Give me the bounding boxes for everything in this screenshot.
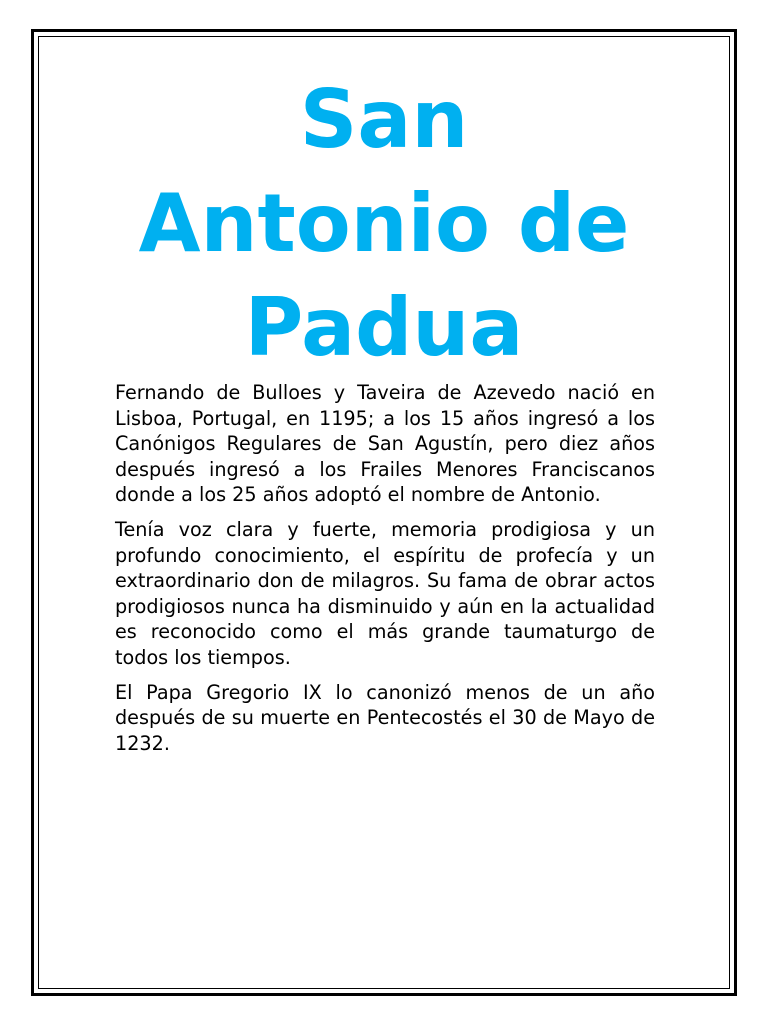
document-body — [115, 380, 655, 765]
title-line-2: Antonio de — [138, 177, 630, 270]
paragraph-birth: Fernando de Bulloes y Taveira de Azevedo nació en Lisboa, Portugal, en 1195; a los 15 años ingresó a los Canónigos Regulares de San Agustín, pero diez años después ingresó a los Frailes Menores Franciscanos donde a los 25 años adoptó el nombre de Antonio. — [115, 381, 655, 507]
paragraph-canonization: El Papa Gregorio IX lo canonizó menos de un año después de su muerte en Pentecostés el 30 de Mayo de 1232. — [115, 680, 655, 755]
document-title — [40, 68, 728, 380]
title-line-1: San — [299, 73, 469, 166]
paragraph-gifts: Tenía voz clara y fuerte, memoria prodigiosa y un profundo conocimiento, el espíritu de profecía y un extraordinario don de milagros. Su fama de obrar actos prodigiosos nunca ha disminuido y aún en la actualidad es reconocido como el más grande taumaturgo de todos los tiempos. — [115, 517, 655, 669]
title-line-3: Padua — [244, 281, 524, 374]
